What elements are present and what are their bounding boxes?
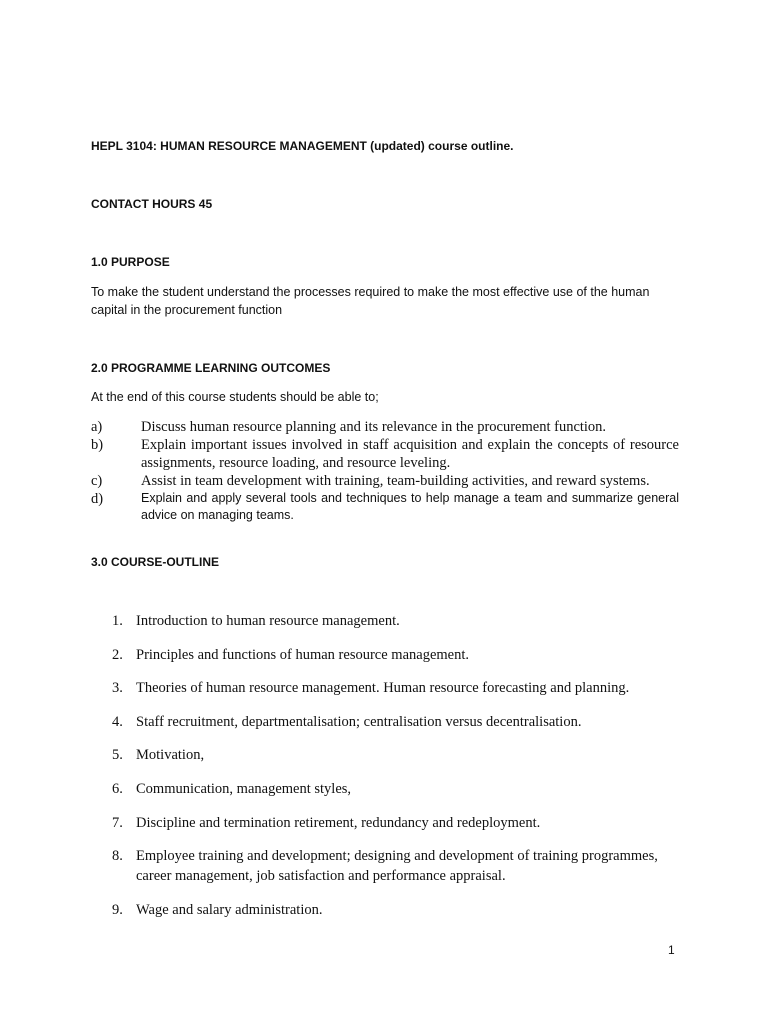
document-title: HEPL 3104: HUMAN RESOURCE MANAGEMENT (updated) course outline.	[91, 139, 514, 153]
list-item-text: Introduction to human resource management.	[136, 613, 400, 629]
list-item-text: Communication, management styles,	[136, 780, 352, 797]
purpose-text-line-1: To make the student understand the processes required to make the most effective use of the human	[91, 285, 650, 299]
outcome-label: c)	[91, 473, 103, 489]
list-item-text: Discipline and termination retirement, redundancy and redeployment.	[136, 814, 541, 831]
list-item	[112, 645, 692, 665]
outcome-item	[91, 472, 679, 490]
list-item	[112, 745, 692, 765]
contact-hours: CONTACT HOURS 45	[91, 197, 213, 211]
list-item-text: Employee training and development; designing and development of training programmes, career management, job satisfaction and performance appraisal.	[136, 848, 658, 885]
course-outline-heading: 3.0 COURSE-OUTLINE	[91, 555, 220, 569]
course-outline-list	[112, 611, 692, 933]
list-item-number: 4.	[112, 713, 123, 730]
purpose-heading: 1.0 PURPOSE	[91, 255, 170, 269]
list-item-number: 3.	[112, 680, 123, 697]
outcome-item	[91, 436, 679, 472]
list-item-number: 8.	[112, 848, 123, 865]
list-item-text: Wage and salary administration.	[136, 901, 323, 918]
outcomes-intro: At the end of this course students should be able to;	[91, 390, 379, 404]
list-item	[112, 712, 692, 732]
purpose-text-line-2: capital in the procurement function	[91, 303, 283, 317]
outcome-text: Assist in team development with training, team-building activities, and reward systems.	[141, 473, 650, 489]
purpose-text	[91, 283, 691, 319]
list-item-text: Motivation,	[136, 747, 205, 764]
list-item-text: Principles and functions of human resource management.	[136, 646, 469, 663]
outcome-text: Discuss human resource planning and its relevance in the procurement function.	[141, 419, 607, 435]
outcome-label: b)	[91, 437, 104, 453]
outcome-text: Explain and apply several tools and techniques to help manage a team and summarize general advice on managing teams.	[141, 491, 679, 522]
list-item	[112, 611, 692, 631]
outcome-label: d)	[91, 491, 104, 507]
list-item	[112, 846, 692, 886]
list-item	[112, 813, 692, 833]
outcome-item	[91, 418, 679, 436]
list-item-text: Staff recruitment, departmentalisation; centralisation versus decentralisation.	[136, 713, 582, 730]
list-item-number: 5.	[112, 747, 123, 764]
list-item	[112, 678, 692, 698]
outcomes-list	[91, 418, 679, 524]
page-number: 1	[668, 943, 675, 957]
list-item-number: 9.	[112, 901, 123, 918]
list-item	[112, 900, 692, 920]
list-item-number: 6.	[112, 780, 123, 797]
outcome-label: a)	[91, 419, 103, 435]
list-item-text: Theories of human resource management. Human resource forecasting and planning.	[136, 680, 630, 697]
outcomes-heading: 2.0 PROGRAMME LEARNING OUTCOMES	[91, 361, 331, 375]
list-item	[112, 779, 692, 799]
list-item-number: 1.	[112, 613, 123, 629]
list-item-number: 2.	[112, 646, 123, 663]
outcome-item	[91, 490, 679, 524]
list-item-number: 7.	[112, 814, 123, 831]
outcome-text: Explain important issues involved in staff acquisition and explain the concepts of resource assignments, resource loading, and resource leveling.	[141, 437, 679, 471]
